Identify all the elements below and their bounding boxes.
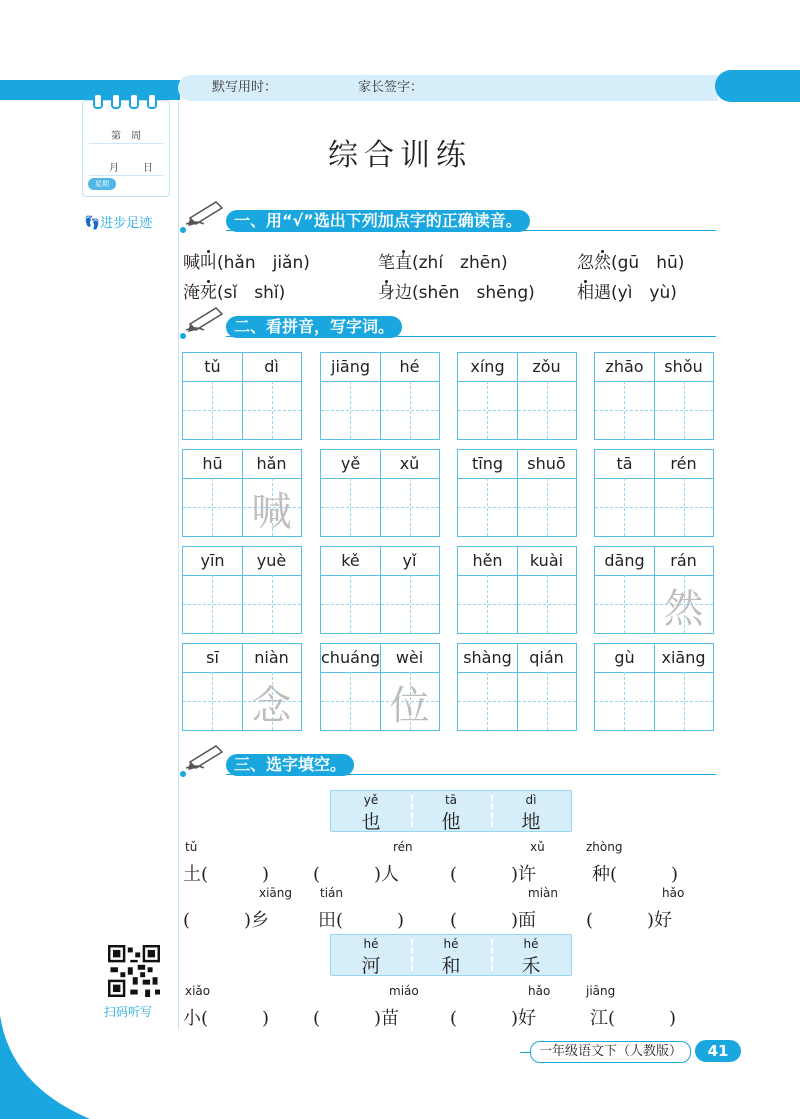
fill-blank-item[interactable] [450, 886, 558, 932]
qr-label: 扫码听写 [104, 1005, 153, 1019]
option-hanzi: 也 [361, 811, 381, 833]
guide-line [595, 507, 713, 508]
fill-text: ( )苗 [313, 1008, 400, 1029]
pinyin-1: chuáng [321, 648, 381, 667]
guide-line [458, 701, 576, 702]
item-options: (sǐ shǐ) [217, 283, 286, 303]
guide-line [350, 575, 351, 633]
pinyin-1: hū [202, 454, 223, 473]
week-label: 第 周 [111, 131, 141, 142]
trace-char: 喊 [251, 489, 292, 535]
pinyin-1: dāng [604, 551, 645, 570]
plain-char: 然 [594, 253, 611, 273]
fill-text: ( )好 [450, 1008, 537, 1029]
cell-divider [458, 478, 576, 479]
word-cell[interactable] [457, 352, 577, 440]
guide-line [547, 672, 548, 730]
guide-line [410, 575, 411, 633]
guide-line [547, 478, 548, 536]
margin-line [178, 100, 179, 1030]
item-options: (zhí zhēn) [412, 253, 508, 273]
section-underline [226, 230, 716, 231]
cell-divider [595, 381, 713, 382]
pinyin-2: shǒu [664, 357, 703, 376]
choice-item-1 [183, 248, 310, 273]
cell-divider [183, 478, 301, 479]
pinyin-1: gù [614, 648, 635, 667]
top-bar-right [715, 70, 800, 102]
pinyin-1: jiāng [331, 357, 370, 376]
fill-pinyin: rén [393, 840, 413, 854]
word-cell[interactable] [320, 643, 440, 731]
pinyin-2: shuō [527, 454, 566, 473]
month-label: 月 [109, 163, 119, 174]
binder-ring-icon [147, 93, 157, 109]
guide-line [595, 701, 713, 702]
section3-heading [186, 752, 716, 776]
pinyin-2: kuài [529, 551, 564, 570]
card-line [89, 175, 163, 176]
guide-line [321, 507, 439, 508]
option-pinyin: tā [444, 793, 458, 807]
dotted-char: 相 [577, 283, 594, 303]
guide-line [212, 575, 213, 633]
word-cell[interactable] [594, 643, 714, 731]
pinyin-2: qián [529, 648, 564, 667]
plain-char: 遇 [594, 283, 611, 303]
fill-pinyin: hǎo [662, 886, 685, 900]
guide-line [684, 381, 685, 439]
option-char [491, 791, 571, 834]
guide-line [212, 672, 213, 730]
page-number: 41 [695, 1040, 741, 1062]
fill-text: ( )许 [450, 864, 537, 885]
binder-ring-icon [93, 93, 103, 109]
cell-divider [595, 478, 713, 479]
time-label: 默写用时： [212, 80, 278, 95]
fill-blank-item[interactable] [586, 886, 685, 932]
fill-pinyin: xiāng [259, 886, 293, 900]
cell-divider [321, 381, 439, 382]
fill-blank-item[interactable] [183, 840, 270, 886]
option-box-1 [330, 790, 572, 832]
fill-blank-item[interactable] [318, 886, 405, 932]
cell-divider [183, 575, 301, 576]
pinyin-1: yě [340, 454, 361, 473]
page-title: 综合训练 [328, 138, 472, 173]
fill-pinyin: tǔ [185, 840, 198, 854]
option-hanzi: 河 [361, 955, 381, 977]
weekday-badge: 星期 [88, 178, 116, 190]
cell-divider [321, 672, 439, 673]
item-options: (shēn shēng) [412, 283, 535, 303]
section2-heading [186, 314, 716, 338]
dotted-char: 忽 [577, 253, 594, 273]
fill-pinyin: zhòng [586, 840, 623, 854]
fill-blank-item[interactable] [450, 984, 551, 1030]
word-cell[interactable] [182, 449, 302, 537]
pinyin-2: xǔ [399, 454, 420, 473]
guide-line [624, 478, 625, 536]
item-word [183, 283, 217, 303]
word-cell[interactable] [182, 352, 302, 440]
pinyin-1: xíng [470, 357, 505, 376]
guide-line [458, 410, 576, 411]
option-pinyin: hé [363, 937, 379, 951]
option-pinyin: yě [363, 793, 379, 807]
word-cell[interactable] [457, 546, 577, 634]
fill-blank-item[interactable] [313, 840, 413, 886]
pinyin-1: tīng [471, 454, 503, 473]
option-pinyin: dì [525, 793, 537, 807]
fill-text: ( )面 [450, 910, 537, 931]
item-word [577, 253, 611, 273]
fill-blank-item[interactable] [183, 984, 270, 1030]
guide-line [212, 381, 213, 439]
fill-blank-item[interactable] [313, 984, 419, 1030]
cell-divider [595, 672, 713, 673]
word-cell[interactable] [594, 449, 714, 537]
pencil-icon [186, 742, 226, 772]
section1-title: 一、用“√”选出下列加点字的正确读音。 [226, 210, 530, 232]
fill-text: 种( ) [592, 864, 679, 885]
guide-line [321, 410, 439, 411]
dotted-char: 身 [378, 283, 395, 303]
guide-line [272, 575, 273, 633]
fill-text: 田( ) [318, 910, 405, 931]
guide-line [487, 672, 488, 730]
parent-sign-label: 家长签字： [358, 80, 424, 95]
option-char [331, 791, 411, 834]
dotted-char: 直 [395, 253, 412, 273]
guide-line [547, 381, 548, 439]
cell-divider [458, 672, 576, 673]
word-cell[interactable] [457, 449, 577, 537]
guide-line [410, 478, 411, 536]
cell-divider [595, 575, 713, 576]
pinyin-2: rán [670, 551, 697, 570]
option-char [411, 791, 491, 834]
plain-char: 边 [395, 283, 412, 303]
day-label: 日 [143, 163, 153, 174]
option-hanzi: 和 [441, 955, 461, 977]
guide-line [350, 381, 351, 439]
item-word [378, 253, 412, 273]
cell-divider [183, 672, 301, 673]
plain-char: 叫 [200, 253, 217, 273]
guide-line [321, 604, 439, 605]
pinyin-2: yǐ [402, 551, 417, 570]
trace-char: 念 [251, 683, 292, 729]
guide-line [350, 672, 351, 730]
pinyin-2: zǒu [532, 357, 561, 376]
fill-pinyin: xiǎo [185, 984, 211, 998]
fill-blank-item[interactable] [586, 840, 679, 886]
fill-text: 土( ) [183, 864, 270, 885]
option-pinyin: hé [523, 937, 539, 951]
pinyin-2: rén [670, 454, 697, 473]
choice-item-6 [577, 278, 677, 303]
guide-line [410, 381, 411, 439]
slogan-text: 进步足迹 [100, 216, 153, 231]
pinyin-2: hé [399, 357, 420, 376]
option-char [331, 935, 411, 978]
option-hanzi: 禾 [521, 955, 541, 977]
word-cell[interactable] [594, 546, 714, 634]
pinyin-2: dì [264, 357, 279, 376]
guide-line [547, 575, 548, 633]
word-cell[interactable] [182, 643, 302, 731]
option-char [491, 935, 571, 978]
corner-decoration [0, 1015, 90, 1119]
pinyin-2: hǎn [256, 454, 287, 473]
section1-heading [186, 208, 716, 232]
guide-line [684, 478, 685, 536]
word-cell[interactable] [182, 546, 302, 634]
choice-item-4 [183, 278, 285, 303]
book-label: 一年级语文下（人教版） [530, 1041, 691, 1063]
choice-item-2 [378, 248, 508, 273]
word-cell[interactable] [594, 352, 714, 440]
guide-line [684, 672, 685, 730]
cell-divider [458, 575, 576, 576]
item-options: (yì yù) [611, 283, 677, 303]
guide-line [272, 381, 273, 439]
pinyin-2: wèi [395, 648, 424, 667]
item-options: (gū hū) [611, 253, 685, 273]
word-cell[interactable] [320, 449, 440, 537]
section3-title: 三、选字填空。 [226, 754, 354, 776]
cell-divider [321, 478, 439, 479]
guide-line [624, 381, 625, 439]
guide-line [458, 507, 576, 508]
option-hanzi: 他 [441, 811, 461, 833]
fill-pinyin: hǎo [528, 984, 551, 998]
section-underline [226, 336, 716, 337]
pinyin-1: kě [341, 551, 360, 570]
plain-char: 笔 [378, 253, 395, 273]
pinyin-2: xiāng [661, 648, 706, 667]
guide-line [487, 478, 488, 536]
section2-title: 二、看拼音，写字词。 [226, 316, 402, 338]
word-cell[interactable] [457, 643, 577, 731]
item-word [577, 283, 611, 303]
item-word [183, 253, 217, 273]
binder-ring-icon [129, 93, 139, 109]
guide-line [595, 410, 713, 411]
trace-char: 位 [389, 683, 430, 729]
option-box-2 [330, 934, 572, 976]
fill-pinyin: miáo [389, 984, 419, 998]
guide-line [212, 478, 213, 536]
trace-char: 然 [663, 586, 704, 632]
fill-text: ( )好 [586, 910, 673, 931]
fill-text: 小( ) [183, 1008, 270, 1029]
choice-item-5 [378, 278, 535, 303]
fill-pinyin: jiāng [586, 984, 616, 998]
guide-line [487, 575, 488, 633]
pinyin-2: yuè [256, 551, 287, 570]
pinyin-1: tǔ [204, 357, 221, 376]
fill-text: ( )人 [313, 864, 400, 885]
option-hanzi: 地 [521, 811, 541, 833]
plain-char: 死 [200, 283, 217, 303]
fill-pinyin: xǔ [530, 840, 545, 854]
pinyin-1: sī [206, 648, 219, 667]
fill-pinyin: miàn [528, 886, 558, 900]
option-char [411, 935, 491, 978]
fill-pinyin: tián [320, 886, 343, 900]
pinyin-2: niàn [254, 648, 289, 667]
guide-line [624, 575, 625, 633]
pinyin-1: hěn [472, 551, 503, 570]
guide-line [350, 478, 351, 536]
pencil-icon [186, 304, 226, 334]
pinyin-1: zhāo [605, 357, 644, 376]
section-underline [226, 774, 716, 775]
option-pinyin: hé [443, 937, 459, 951]
item-options: (hǎn jiǎn) [217, 253, 310, 273]
dotted-char: 喊 [183, 253, 200, 273]
fill-blank-item[interactable] [183, 886, 293, 932]
guide-line [183, 410, 301, 411]
item-word [378, 283, 412, 303]
pinyin-1: yīn [200, 551, 225, 570]
pinyin-1: shàng [463, 648, 512, 667]
footprint-icon: 👣 [84, 216, 101, 231]
word-cell[interactable] [320, 352, 440, 440]
slogan [84, 212, 152, 231]
fill-blank-item[interactable] [450, 840, 545, 886]
pinyin-1: tā [616, 454, 633, 473]
cell-divider [183, 381, 301, 382]
cell-divider [458, 381, 576, 382]
dotted-char: 淹 [183, 283, 200, 303]
cell-divider [321, 575, 439, 576]
binder-ring-icon [111, 93, 121, 109]
guide-line [458, 604, 576, 605]
guide-line [487, 381, 488, 439]
fill-blank-item[interactable] [586, 984, 677, 1030]
guide-line [624, 672, 625, 730]
qr-code-icon[interactable] [108, 945, 160, 997]
fill-text: ( )乡 [183, 910, 270, 931]
choice-item-3 [577, 248, 684, 273]
guide-line [183, 604, 301, 605]
fill-text: 江( ) [590, 1008, 677, 1029]
pencil-icon [186, 198, 226, 228]
word-cell[interactable] [320, 546, 440, 634]
